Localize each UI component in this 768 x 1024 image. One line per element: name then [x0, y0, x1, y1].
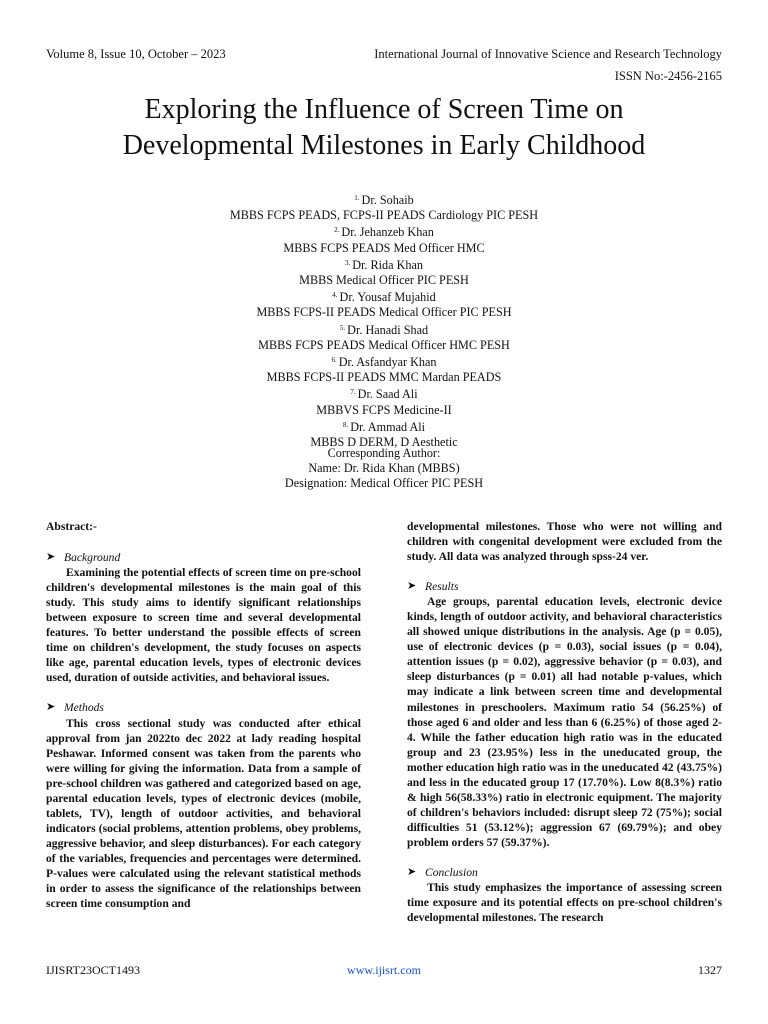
journal-url-link[interactable]: www.ijisrt.com: [347, 963, 421, 977]
page-number: 1327: [698, 963, 722, 977]
author-name: $^{8.}$ Dr. Ammad Ali: [342, 419, 426, 434]
author-affiliation: MBBS FCPS PEADS Med Officer HMC: [283, 240, 485, 255]
title-line-2: Developmental Milestones in Early Childhood: [122, 130, 646, 161]
conclusion-text: This study emphasizes the importance of assessing screen time exposure and its potential effects on pre-school children's developmental milestones. The research: [407, 881, 722, 925]
author-affiliation: MBBS FCPS-II PEADS MMC Mardan PEADS: [266, 370, 502, 385]
background-text: Examining the potential effects of screen time on pre-school children's developmental milestones is the main goal of this study. This study aims to identify significant relationships between exposure to screen time and several developmental features. To better understand the possible effects of screen time on children's development, the study focuses on aspects like age, parental education levels, types of electronic devices used, duration of outside activities, and behavioral issues.: [46, 566, 361, 685]
results-text: Age groups, parental education levels, electronic device kinds, length of outdoor activity, and behavioral characteristics all showed unique distributions in the analysis. Age (p = 0.05), use of electronic devices (p = 0.03), social issues (p = 0.04), attention issues (p = 0.02), aggressive behavior (p = 0.03), and sleep disturbances (p = 0.01) all had notable p-values, which may indicate a link between screen time and developmental milestones in preschoolers. Maximum ratio 54 (56.25%) of those aged 6 and older and less than 6 (6.25%) of those aged 2-4. While the father education high ratio was in the educated group and 23 (23.95%) less in the uneducated group, the mother education high ratio was in the uneducated 42 (43.75%) and less in the educated group 17 (17.70%). Low 8(8.3%) ratio & high 56(58.33%) ratio in electronic equipment. The majority of children's behaviors included: disrupt sleep 72 (75%); social difficulties 51 (53.12%); aggression 67 (69.79%); and obey problem orders 57 (59.37%).: [407, 595, 722, 849]
methods-heading: ➤ Methods: [46, 701, 104, 715]
author-affiliation: MBBS FCPS PEADS Medical Officer HMC PESH: [258, 337, 510, 352]
author-name: $^{6.}$ Dr. Asfandyar Khan: [331, 355, 437, 370]
author-name: $^{2.}$ Dr. Jehanzeb Khan: [334, 225, 434, 240]
author-name: $^{5.}$ Dr. Hanadi Shad: [339, 322, 429, 337]
paper-id: IJISRT23OCT1493: [46, 963, 140, 977]
author-name: $^{7.}$ Dr. Saad Ali: [350, 387, 418, 402]
methods-continued-text: developmental milestones. Those who were not willing and children with congenital development were excluded from the study. All data was analyzed through spss-24 ver.: [407, 520, 722, 564]
author-affiliation: MBBS Medical Officer PIC PESH: [299, 273, 469, 288]
issn: ISSN No:-2456-2165: [614, 69, 722, 83]
arrow-bullet-icon: ➤: [46, 701, 56, 714]
author-affiliation: MBBS FCPS PEADS, FCPS-II PEADS Cardiology PIC PESH: [229, 208, 539, 223]
corresponding-name: Name: Dr. Rida Khan (MBBS): [308, 461, 460, 476]
methods-text: This cross sectional study was conducted after ethical approval from jan 2022to dec 2022 at lady reading hospital Peshawar. Informed consent was taken from the parents who were willing for giving the information. Data from a sample of pre-school children was gathered and categorized based on age, parental education levels, types of electronic devices (mobile, tablets, TV), length of outdoor activities, and behavioral indicators (social problems, attention problems, obey problems, aggressive behavior, and sleep disturbances). For each category of the variables, frequencies and percentages were determined. P-values were calculated using the relevant statistical methods in order to assess the significance of the relationships between screen time consumption and: [46, 716, 361, 911]
corresponding-author: [40, 446, 728, 492]
corresponding-label: Corresponding Author:: [327, 446, 441, 460]
paper-title: [40, 92, 728, 164]
author-affiliation: MBBS FCPS-II PEADS Medical Officer PIC PESH: [256, 305, 512, 320]
conclusion-heading: ➤ Conclusion: [407, 865, 478, 879]
abstract-heading: Abstract:-: [46, 520, 97, 533]
journal-name: International Journal of Innovative Science and Research Technology: [374, 47, 722, 61]
right-column: [407, 519, 722, 925]
corresponding-designation: Designation: Medical Officer PIC PESH: [284, 476, 484, 491]
arrow-bullet-icon: ➤: [407, 865, 417, 878]
arrow-bullet-icon: ➤: [46, 551, 56, 564]
results-heading: ➤ Results: [407, 580, 459, 594]
left-column: [46, 519, 361, 911]
author-affiliation: MBBVS FCPS Medicine-II: [316, 402, 452, 417]
author-affiliation: MBBS D DERM, D Aesthetic: [310, 435, 458, 450]
author-list: [40, 191, 728, 450]
title-line-1: Exploring the Influence of Screen Time on: [144, 94, 624, 125]
volume-issue: Volume 8, Issue 10, October – 2023: [46, 47, 226, 61]
background-heading: ➤ Background: [46, 551, 121, 565]
author-name: $^{1.}$ Dr. Sohaib: [354, 193, 414, 207]
arrow-bullet-icon: ➤: [407, 580, 417, 593]
author-name: $^{3.}$ Dr. Rida Khan: [345, 257, 423, 272]
author-name: $^{4.}$ Dr. Yousaf Mujahid: [332, 290, 436, 305]
